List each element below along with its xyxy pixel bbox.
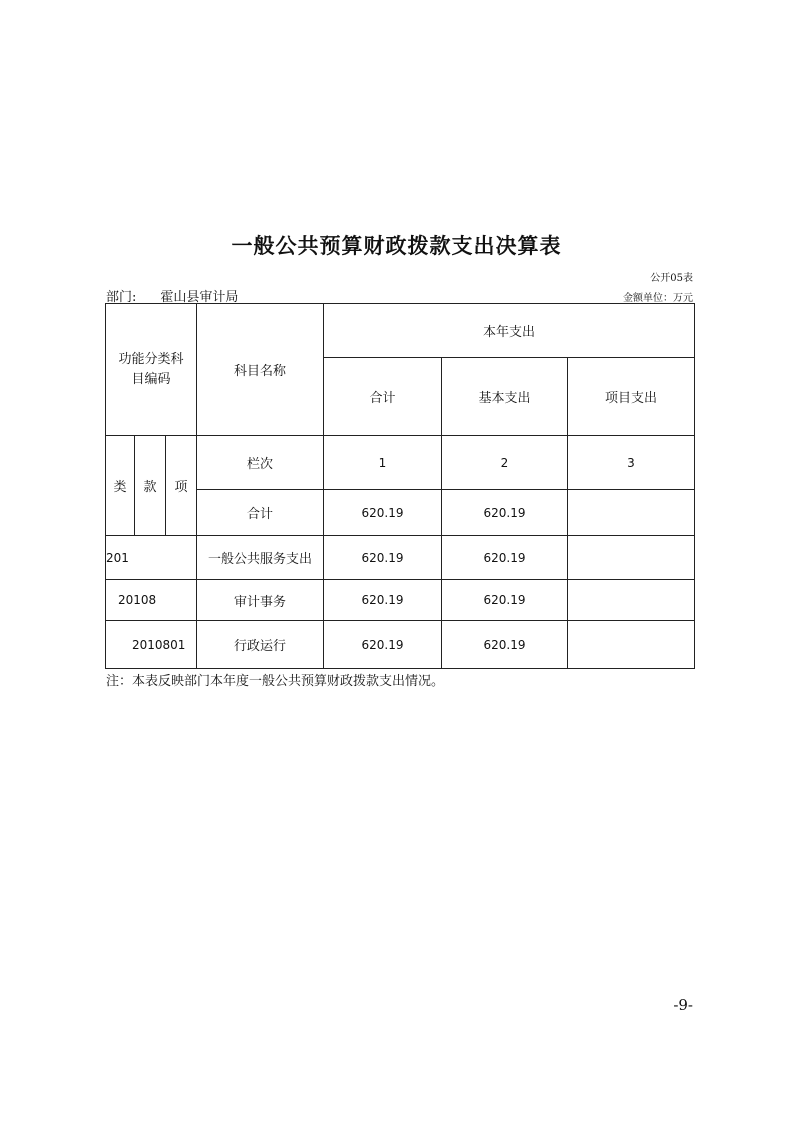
row-total: 620.19 — [324, 536, 442, 580]
header-project-cell: 项目支出 — [568, 358, 695, 436]
table-row — [106, 621, 695, 669]
row-name: 审计事务 — [197, 580, 324, 621]
total-row-basic: 620.19 — [442, 490, 568, 536]
row-basic: 620.19 — [442, 536, 568, 580]
row-project — [568, 580, 695, 621]
row-code: 2010801 — [106, 621, 197, 669]
unit-label: 金额单位：万元 — [623, 293, 693, 304]
total-row-project — [568, 490, 695, 536]
row-basic: 620.19 — [442, 580, 568, 621]
row-project — [568, 536, 695, 580]
page-number: -9- — [673, 996, 693, 1014]
department-label: 部门: — [106, 290, 137, 305]
sub-header-xiang: 项 — [166, 436, 197, 536]
total-row-total: 620.19 — [324, 490, 442, 536]
row-total: 620.19 — [324, 621, 442, 669]
header-basic-cell: 基本支出 — [442, 358, 568, 436]
header-year-cell: 本年支出 — [324, 304, 695, 358]
row-code: 201 — [106, 536, 197, 580]
form-code: 公开05表 — [650, 273, 693, 284]
row-total: 620.19 — [324, 580, 442, 621]
lanci-col-2: 2 — [442, 436, 568, 490]
lanci-label: 栏次 — [197, 436, 324, 490]
header-total-cell: 合计 — [324, 358, 442, 436]
row-basic: 620.19 — [442, 621, 568, 669]
budget-table — [105, 303, 695, 669]
row-code: 20108 — [106, 580, 197, 621]
lanci-col-1: 1 — [324, 436, 442, 490]
row-project — [568, 621, 695, 669]
footnote: 注：本表反映部门本年度一般公共预算财政拨款支出情况。 — [106, 674, 445, 689]
row-name: 行政运行 — [197, 621, 324, 669]
department-name: 霍山县审计局 — [160, 290, 239, 305]
lanci-col-3: 3 — [568, 436, 695, 490]
sub-header-kuan: 款 — [135, 436, 166, 536]
total-row-label: 合计 — [197, 490, 324, 536]
table-row — [106, 580, 695, 621]
header-name-cell: 科目名称 — [197, 304, 324, 436]
table-row — [106, 536, 695, 580]
page-title: 一般公共预算财政拨款支出决算表 — [231, 234, 562, 258]
sub-header-lei: 类 — [106, 436, 135, 536]
row-name: 一般公共服务支出 — [197, 536, 324, 580]
header-code-cell: 功能分类科目编码 — [106, 304, 197, 436]
